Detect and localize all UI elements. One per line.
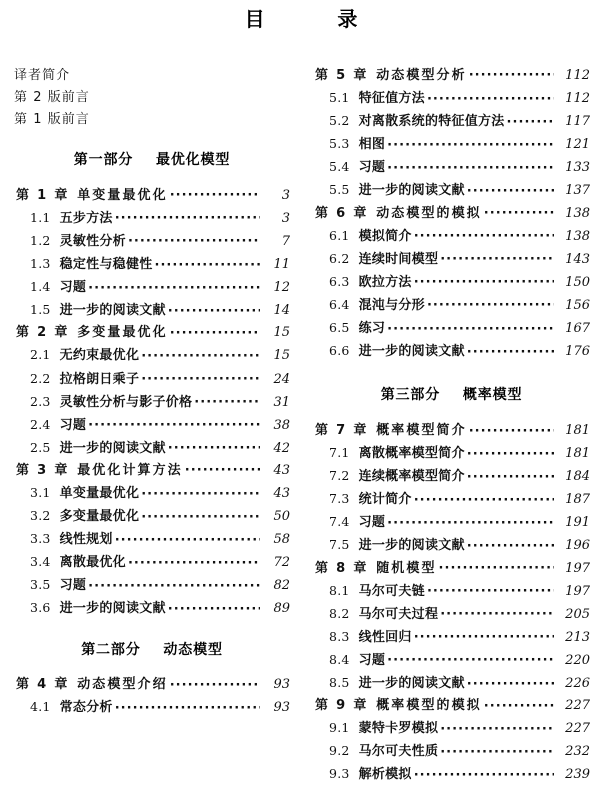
- entry-number: 6.2: [329, 250, 350, 266]
- entry-number: 4.1: [30, 699, 51, 715]
- leader-dots: [387, 651, 554, 664]
- leader-dots: [440, 719, 554, 732]
- entry-title: 多变量最优化: [77, 325, 168, 341]
- toc-chapter-entry[interactable]: [313, 420, 590, 442]
- entry-title: 动态模型介绍: [77, 677, 168, 693]
- leader-dots: [507, 112, 554, 125]
- entry-page-number: 7: [281, 233, 290, 249]
- entry-number: 6.3: [329, 273, 350, 289]
- entry-title: 练习: [358, 321, 386, 337]
- entry-page-number: 150: [565, 274, 590, 290]
- toc-section-entry[interactable]: [313, 488, 590, 511]
- entry-page-number: 112: [565, 68, 590, 83]
- leader-dots: [168, 599, 260, 612]
- leader-dots: [414, 628, 554, 641]
- front-matter-item[interactable]: 第 2 版前言: [14, 90, 90, 105]
- entry-number: 第 4 章: [16, 677, 70, 693]
- entry-title: 习题: [59, 417, 87, 433]
- entry-number: 2.2: [30, 370, 51, 386]
- entry-number: 第 9 章: [315, 698, 369, 714]
- toc-section-entry[interactable]: [313, 717, 590, 740]
- toc-column-right: [301, 65, 602, 787]
- leader-dots: [154, 255, 260, 268]
- entry-title: 概率模型的模拟: [376, 698, 482, 714]
- entry-number: 第 5 章: [315, 68, 369, 83]
- entry-page-number: 213: [565, 629, 590, 645]
- leader-dots: [141, 370, 260, 383]
- toc-section-entry[interactable]: [313, 271, 590, 294]
- entry-page-number: 3: [281, 210, 290, 226]
- leader-dots: [115, 209, 260, 222]
- leader-dots: [387, 135, 554, 148]
- entry-title: 特征值方法: [358, 91, 425, 107]
- leader-dots: [427, 89, 554, 102]
- entry-number: 7.1: [329, 445, 350, 461]
- entry-title: 欧拉方法: [358, 274, 412, 290]
- toc-section-entry[interactable]: [313, 340, 590, 363]
- toc-section-entry[interactable]: [313, 317, 590, 340]
- entry-page-number: 117: [565, 114, 590, 130]
- toc-section-entry[interactable]: [14, 505, 290, 528]
- entry-title: 解析模拟: [358, 767, 412, 783]
- entry-title: 进一步的阅读文献: [358, 344, 465, 360]
- entry-title: 相图: [358, 137, 386, 153]
- toc-section-entry[interactable]: [313, 156, 590, 179]
- entry-title: 多变量最优化: [59, 509, 140, 525]
- toc-columns: [0, 29, 602, 787]
- entry-page-number: 227: [565, 698, 590, 714]
- toc-section-entry[interactable]: [313, 626, 590, 649]
- entry-number: 5.2: [329, 113, 350, 129]
- entry-page-number: 138: [565, 205, 590, 221]
- entry-page-number: 42: [273, 440, 290, 456]
- toc-section-entry[interactable]: [313, 294, 590, 317]
- entry-title: 随机模型: [376, 560, 437, 576]
- leader-dots: [170, 186, 260, 199]
- entry-number: 第 8 章: [315, 560, 369, 576]
- entry-page-number: 89: [273, 601, 290, 617]
- entry-title: 无约束最优化: [59, 348, 140, 364]
- entry-number: 6.5: [329, 320, 350, 336]
- entry-title: 离散最优化: [59, 555, 126, 571]
- entry-title: 进一步的阅读文献: [358, 183, 465, 199]
- entry-title: 统计简介: [358, 492, 412, 508]
- entry-number: 6.4: [329, 296, 350, 312]
- entry-number: 3.1: [30, 485, 51, 501]
- entry-title: 连续概率模型简介: [358, 469, 465, 485]
- entry-number: 2.1: [30, 347, 51, 363]
- entry-number: 5.4: [329, 159, 350, 175]
- entry-number: 5.3: [329, 136, 350, 152]
- entry-page-number: 220: [565, 652, 590, 668]
- entry-page-number: 239: [565, 767, 590, 783]
- toc-section-entry[interactable]: [14, 253, 290, 276]
- toc-entries-chapters-five-six: [313, 65, 590, 363]
- entry-number: 5.1: [329, 90, 350, 106]
- leader-dots: [467, 536, 554, 549]
- entry-title: 马尔可夫链: [358, 583, 425, 599]
- leader-dots: [467, 467, 554, 480]
- toc-section-entry[interactable]: [14, 276, 290, 299]
- entry-page-number: 227: [565, 721, 590, 737]
- entry-page-number: 197: [565, 560, 590, 576]
- part-heading-one: 第一部分 最优化模型: [73, 152, 231, 168]
- entry-page-number: 143: [565, 251, 590, 267]
- leader-dots: [440, 250, 554, 263]
- leader-dots: [128, 232, 260, 245]
- entry-title: 马尔可夫性质: [358, 744, 439, 760]
- entry-number: 2.4: [30, 416, 51, 432]
- entry-page-number: 226: [565, 676, 590, 692]
- entry-page-number: 187: [565, 492, 590, 508]
- entry-title: 习题: [59, 280, 87, 296]
- leader-dots: [484, 204, 554, 217]
- entry-title: 对离散系统的特征值方法: [358, 114, 505, 130]
- leader-dots: [168, 301, 260, 314]
- toc-section-entry[interactable]: [313, 672, 590, 695]
- leader-dots: [170, 675, 260, 688]
- entry-number: 第 3 章: [16, 462, 70, 478]
- toc-section-entry[interactable]: [313, 534, 590, 557]
- toc-section-entry[interactable]: [14, 391, 290, 414]
- leader-dots: [128, 553, 260, 566]
- entry-page-number: 12: [273, 280, 290, 296]
- leader-dots: [414, 765, 554, 778]
- entry-page-number: 205: [565, 606, 590, 622]
- entry-page-number: 31: [273, 394, 290, 410]
- entry-number: 2.3: [30, 393, 51, 409]
- entry-title: 线性回归: [358, 629, 412, 645]
- entry-page-number: 197: [565, 583, 590, 599]
- entry-title: 灵敏性分析: [59, 233, 126, 249]
- toc-section-entry[interactable]: [313, 603, 590, 626]
- entry-page-number: 181: [565, 446, 590, 462]
- page-title: 目 录: [244, 7, 367, 31]
- entry-page-number: 133: [565, 160, 590, 176]
- leader-dots: [467, 674, 554, 687]
- entry-number: 第 7 章: [315, 423, 369, 439]
- entry-page-number: 93: [273, 677, 290, 693]
- toc-chapter-entry[interactable]: [14, 460, 290, 482]
- toc-section-entry[interactable]: [14, 597, 290, 620]
- toc-section-entry[interactable]: [313, 248, 590, 271]
- entry-page-number: 3: [281, 187, 290, 203]
- entry-number: 7.5: [329, 537, 350, 553]
- toc-section-entry[interactable]: [313, 87, 590, 110]
- leader-dots: [185, 461, 260, 474]
- part-heading-two: 第二部分 动态模型: [81, 641, 223, 658]
- leader-dots: [387, 158, 554, 171]
- leader-dots: [170, 323, 260, 336]
- entry-page-number: 15: [273, 325, 290, 341]
- entry-number: 3.6: [30, 600, 51, 616]
- toc-chapter-entry[interactable]: [313, 558, 590, 580]
- entry-page-number: 137: [565, 183, 590, 199]
- entry-page-number: 191: [565, 515, 590, 531]
- toc-section-entry[interactable]: [313, 442, 590, 465]
- front-matter-item[interactable]: 译者简介: [14, 68, 71, 83]
- leader-dots: [387, 319, 554, 332]
- entry-number: 1.4: [30, 279, 51, 295]
- entry-page-number: 58: [273, 532, 290, 548]
- entry-number: 3.2: [30, 508, 51, 524]
- entry-number: 1.1: [30, 209, 51, 225]
- entry-page-number: 196: [565, 538, 590, 554]
- entry-title: 动态模型的模拟: [376, 205, 482, 221]
- leader-dots: [194, 393, 260, 406]
- entry-title: 离散概率模型简介: [358, 446, 465, 462]
- entry-number: 8.1: [329, 582, 350, 598]
- entry-title: 模拟简介: [358, 228, 412, 244]
- leader-dots: [440, 742, 554, 755]
- toc-section-entry[interactable]: [14, 528, 290, 551]
- entry-page-number: 43: [273, 462, 290, 478]
- leader-dots: [484, 696, 554, 709]
- entry-title: 五步方法: [59, 210, 113, 226]
- leader-dots: [141, 507, 260, 520]
- entry-page-number: 43: [273, 486, 290, 502]
- entry-title: 进一步的阅读文献: [59, 601, 166, 617]
- toc-chapter-entry[interactable]: [14, 185, 290, 207]
- entry-page-number: 50: [273, 509, 290, 525]
- leader-dots: [427, 582, 554, 595]
- entry-title: 进一步的阅读文献: [358, 676, 465, 692]
- part-heading-three: 第三部分 概率模型: [380, 387, 523, 404]
- leader-dots: [88, 416, 260, 429]
- entry-number: 6.1: [329, 227, 350, 243]
- leader-dots: [467, 342, 554, 355]
- entry-page-number: 72: [273, 555, 290, 571]
- entry-number: 2.5: [30, 439, 51, 455]
- entry-title: 概率模型简介: [376, 423, 467, 439]
- entry-title: 单变量最优化: [59, 486, 140, 502]
- entry-title: 进一步的阅读文献: [59, 440, 166, 456]
- toc-chapter-entry[interactable]: [14, 674, 290, 696]
- entry-title: 拉格朗日乘子: [59, 371, 140, 387]
- leader-dots: [469, 421, 554, 434]
- front-matter-list: [14, 65, 290, 131]
- entry-number: 9.2: [329, 743, 350, 759]
- entry-page-number: 181: [565, 423, 590, 439]
- entry-title: 进一步的阅读文献: [358, 538, 465, 554]
- entry-number: 7.4: [329, 514, 350, 530]
- toc-section-entry[interactable]: [313, 580, 590, 603]
- toc-chapter-entry[interactable]: [313, 695, 590, 717]
- entry-title: 常态分析: [59, 700, 113, 716]
- entry-title: 线性规划: [59, 532, 113, 548]
- entry-number: 9.1: [329, 720, 350, 736]
- entry-title: 习题: [358, 652, 386, 668]
- leader-dots: [440, 605, 554, 618]
- leader-dots: [141, 484, 260, 497]
- entry-page-number: 176: [565, 344, 590, 360]
- entry-title: 连续时间模型: [358, 251, 439, 267]
- toc-section-entry[interactable]: [14, 230, 290, 253]
- entry-page-number: 112: [565, 91, 590, 107]
- entry-number: 8.2: [329, 605, 350, 621]
- entry-number: 3.3: [30, 531, 51, 547]
- entry-number: 1.5: [30, 302, 51, 318]
- entry-number: 1.3: [30, 256, 51, 272]
- entry-title: 习题: [358, 160, 386, 176]
- entry-number: 7.2: [329, 468, 350, 484]
- entry-page-number: 82: [273, 578, 290, 594]
- entry-page-number: 184: [565, 469, 590, 485]
- leader-dots: [414, 273, 554, 286]
- leader-dots: [439, 559, 554, 572]
- entry-page-number: 24: [273, 371, 290, 387]
- entry-page-number: 11: [273, 257, 290, 273]
- entry-title: 稳定性与稳健性: [59, 257, 153, 273]
- toc-entries-part-two: [14, 674, 290, 719]
- toc-section-entry[interactable]: [313, 110, 590, 133]
- leader-dots: [387, 513, 554, 526]
- toc-section-entry[interactable]: [313, 649, 590, 672]
- entry-page-number: 138: [565, 228, 590, 244]
- entry-page-number: 38: [273, 417, 290, 433]
- toc-chapter-entry[interactable]: [313, 65, 590, 87]
- leader-dots: [115, 530, 260, 543]
- entry-title: 动态模型分析: [376, 68, 467, 83]
- leader-dots: [168, 439, 260, 452]
- leader-dots: [467, 181, 554, 194]
- toc-section-entry[interactable]: [313, 763, 590, 786]
- entry-number: 6.6: [329, 343, 350, 359]
- entry-number: 第 6 章: [315, 205, 369, 221]
- toc-entries-part-one: [14, 185, 290, 621]
- entry-page-number: 93: [273, 700, 290, 716]
- entry-number: 3.5: [30, 577, 51, 593]
- toc-section-entry[interactable]: [313, 225, 590, 248]
- entry-title: 马尔可夫过程: [358, 606, 439, 622]
- leader-dots: [414, 227, 554, 240]
- leader-dots: [414, 490, 554, 503]
- leader-dots: [469, 66, 554, 79]
- entry-number: 3.4: [30, 554, 51, 570]
- toc-section-entry[interactable]: [313, 511, 590, 534]
- toc-section-entry[interactable]: [14, 482, 290, 505]
- entry-number: 8.3: [329, 628, 350, 644]
- front-matter-item[interactable]: 第 1 版前言: [14, 112, 90, 127]
- entry-page-number: 167: [565, 321, 590, 337]
- entry-page-number: 121: [565, 137, 590, 153]
- entry-title: 习题: [358, 515, 386, 531]
- entry-number: 第 1 章: [16, 187, 70, 203]
- toc-chapter-entry[interactable]: [14, 322, 290, 344]
- toc-section-entry[interactable]: [14, 368, 290, 391]
- entry-title: 混沌与分形: [358, 297, 425, 313]
- toc-chapter-entry[interactable]: [313, 203, 590, 225]
- entry-number: 7.3: [329, 491, 350, 507]
- toc-section-entry[interactable]: [14, 437, 290, 460]
- entry-page-number: 232: [565, 744, 590, 760]
- leader-dots: [88, 278, 260, 291]
- entry-number: 8.5: [329, 675, 350, 691]
- entry-number: 9.3: [329, 766, 350, 782]
- entry-title: 单变量最优化: [77, 187, 168, 203]
- toc-section-entry[interactable]: [14, 344, 290, 367]
- toc-section-entry[interactable]: [14, 551, 290, 574]
- toc-section-entry[interactable]: [313, 133, 590, 156]
- leader-dots: [88, 576, 260, 589]
- toc-section-entry[interactable]: [313, 179, 590, 202]
- entry-page-number: 14: [273, 303, 290, 319]
- entry-title: 进一步的阅读文献: [59, 303, 166, 319]
- entry-page-number: 15: [273, 348, 290, 364]
- leader-dots: [467, 444, 554, 457]
- toc-section-entry[interactable]: [14, 414, 290, 437]
- entry-title: 最优化计算方法: [77, 462, 183, 478]
- leader-dots: [141, 346, 260, 359]
- leader-dots: [427, 296, 554, 309]
- entry-number: 5.5: [329, 182, 350, 198]
- entry-number: 第 2 章: [16, 325, 70, 341]
- entry-title: 习题: [59, 578, 87, 594]
- toc-section-entry[interactable]: [14, 299, 290, 322]
- toc-entries-part-three: [313, 420, 590, 787]
- entry-title: 蒙特卡罗模拟: [358, 721, 439, 737]
- toc-section-entry[interactable]: [14, 574, 290, 597]
- entry-title: 灵敏性分析与影子价格: [59, 394, 193, 410]
- toc-section-entry[interactable]: [14, 696, 290, 719]
- toc-column-left: [0, 65, 301, 720]
- entry-page-number: 156: [565, 297, 590, 313]
- entry-number: 1.2: [30, 232, 51, 248]
- leader-dots: [115, 698, 260, 711]
- toc-section-entry[interactable]: [14, 207, 290, 230]
- toc-section-entry[interactable]: [313, 465, 590, 488]
- entry-number: 8.4: [329, 651, 350, 667]
